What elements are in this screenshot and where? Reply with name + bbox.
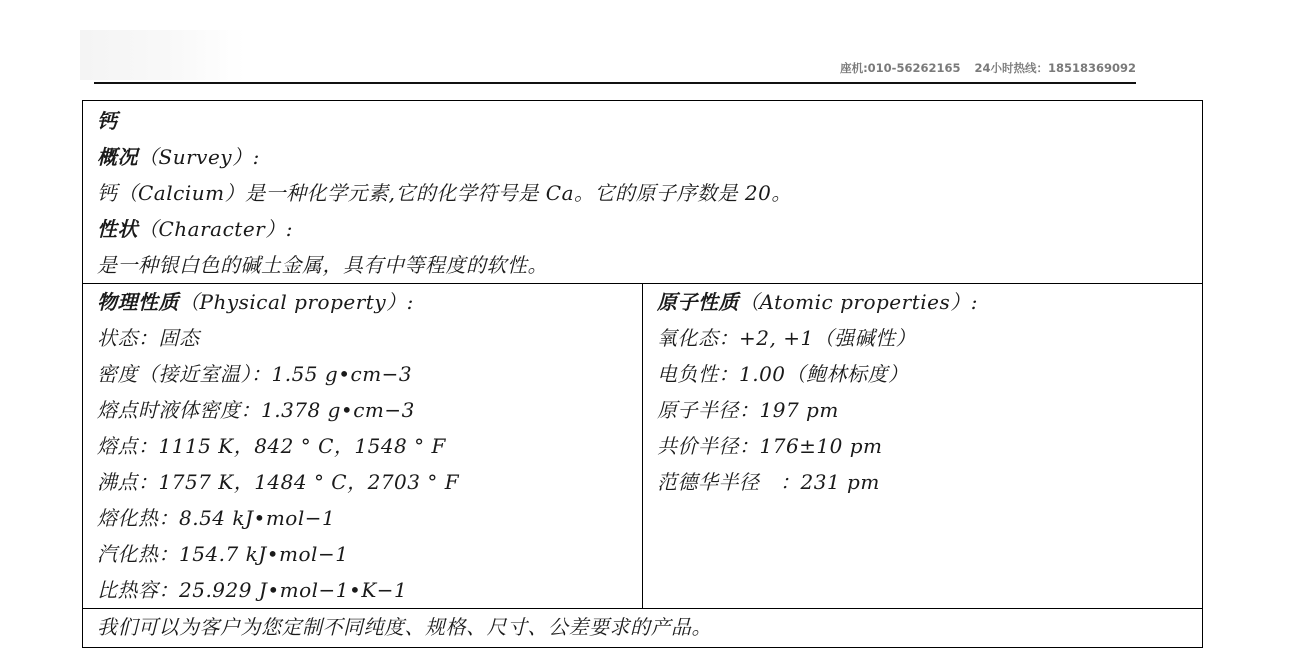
footer-row (83, 609, 1203, 648)
physical-properties-cell (83, 284, 643, 609)
physical-item: 状态：固态 (97, 326, 200, 350)
physical-item: 比热容：25.929 J•mol−1•K−1 (97, 578, 408, 602)
physical-item: 熔点时液体密度：1.378 g•cm−3 (97, 398, 415, 422)
landline-number: 座机:010-56262165 (840, 61, 961, 75)
survey-label-en: （Survey）: (138, 145, 260, 169)
physical-heading (97, 284, 642, 320)
physical-item: 汽化热：154.7 kJ•mol−1 (97, 542, 349, 566)
atomic-item: 共价半径：176±10 pm (657, 434, 883, 458)
atomic-item: 电负性：1.00（鲍林标度） (657, 362, 909, 386)
physical-item: 熔化热：8.54 kJ•mol−1 (97, 506, 336, 530)
atomic-item: 原子半径：197 pm (657, 398, 839, 422)
company-logo (80, 30, 245, 80)
physical-label-en: （Physical property）: (179, 290, 414, 314)
hotline-number: 24小时热线：18518369092 (974, 61, 1136, 75)
survey-text: 钙（Calcium）是一种化学元素,它的化学符号是 Ca。它的原子序数是 20。 (97, 181, 792, 205)
overview-row (83, 101, 1203, 284)
character-label: 性状 (97, 217, 138, 241)
atomic-heading (657, 284, 1202, 320)
atomic-item: 范德华半径 ：231 pm (657, 470, 880, 494)
custom-order-note: 我们可以为客户为您定制不同纯度、规格、尺寸、公差要求的产品。 (97, 615, 712, 639)
properties-row (83, 284, 1203, 609)
footer-cell (83, 609, 1203, 648)
overview-cell (83, 101, 1203, 284)
header-divider (94, 82, 1136, 84)
element-name: 钙 (97, 109, 118, 133)
physical-label: 物理性质 (97, 290, 179, 314)
atomic-label-en: （Atomic properties）: (739, 290, 978, 314)
survey-heading (97, 139, 1202, 175)
physical-item: 熔点：1115 K，842 ° C，1548 ° F (97, 434, 446, 458)
physical-item: 沸点：1757 K，1484 ° C，2703 ° F (97, 470, 460, 494)
character-label-en: （Character）: (138, 217, 293, 241)
atomic-properties-cell (643, 284, 1203, 609)
element-info-table (82, 100, 1203, 648)
contact-info (840, 60, 1136, 76)
survey-label: 概况 (97, 145, 138, 169)
character-text: 是一种银白色的碱土金属，具有中等程度的软性。 (97, 253, 548, 277)
character-heading (97, 211, 1202, 247)
atomic-item: 氧化态：+2, +1（强碱性） (657, 326, 917, 350)
atomic-label: 原子性质 (657, 290, 739, 314)
physical-item: 密度（接近室温）：1.55 g•cm−3 (97, 362, 413, 386)
